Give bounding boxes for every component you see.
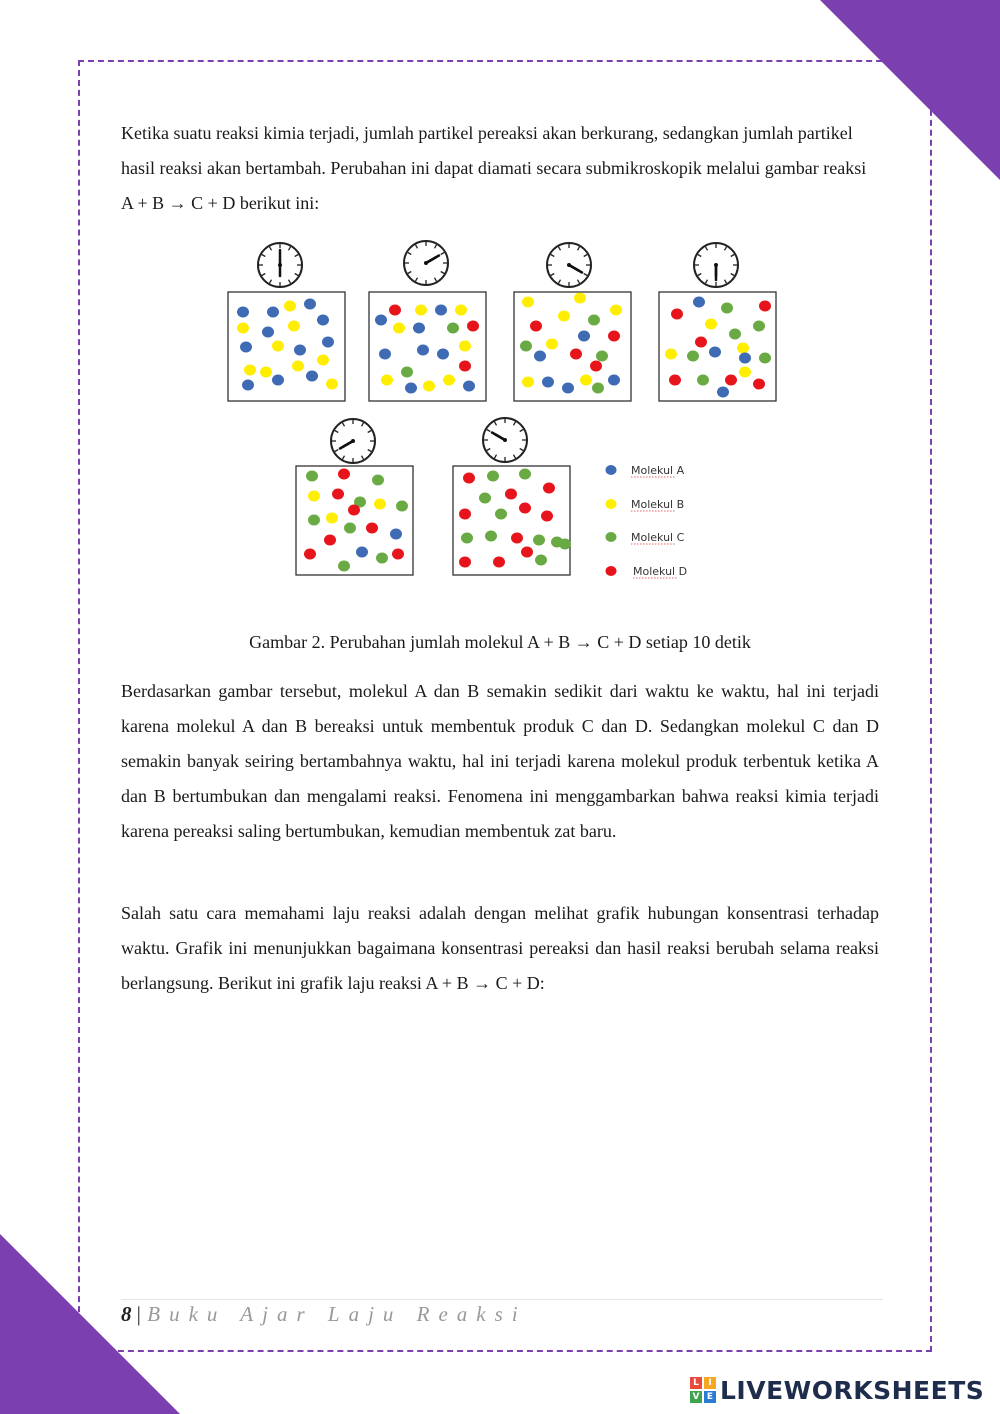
molecule-a xyxy=(317,315,329,326)
molecule-a xyxy=(322,337,334,348)
graph-intro-paragraph: Salah satu cara memahami laju reaksi adalah dengan melihat grafik hubungan konsentrasi terhadap waktu. Grafik ini menunjukkan bagaimana konsentrasi pereaksi dan hasil reaksi berubah selama reaksi berlangsung. Berikut ini grafik laju reaksi A + B → C + D: xyxy=(121,903,879,993)
molecule-c xyxy=(372,475,384,486)
clock-icon xyxy=(331,419,375,463)
molecule-b xyxy=(308,491,320,502)
molecule-a xyxy=(413,323,425,334)
molecule-d xyxy=(570,349,582,360)
page-footer xyxy=(121,1302,527,1327)
legend-item xyxy=(606,464,685,477)
molecule-d xyxy=(467,321,479,332)
molecule-d xyxy=(463,473,475,484)
molecule-b xyxy=(292,361,304,372)
clock-icon xyxy=(694,243,738,287)
molecule-d xyxy=(725,375,737,386)
molecule-a xyxy=(693,297,705,308)
molecule-a xyxy=(417,345,429,356)
legend-swatch xyxy=(606,566,617,576)
molecule-b xyxy=(288,321,300,332)
molecule-b xyxy=(272,341,284,352)
molecule-c xyxy=(535,555,547,566)
legend-swatch xyxy=(606,499,617,509)
molecule-a xyxy=(242,380,254,391)
molecule-a xyxy=(578,331,590,342)
molecule-a xyxy=(375,315,387,326)
molecule-b xyxy=(326,513,338,524)
molecule-d xyxy=(324,535,336,546)
molecule-a xyxy=(739,353,751,364)
molecule-b xyxy=(522,297,534,308)
molecule-c xyxy=(533,535,545,546)
molecule-c xyxy=(559,539,571,550)
molecule-b xyxy=(610,305,622,316)
molecule-c xyxy=(396,501,408,512)
molecule-a xyxy=(272,375,284,386)
molecule-d xyxy=(695,337,707,348)
molecule-d xyxy=(519,503,531,514)
molecule-a xyxy=(304,299,316,310)
molecule-a xyxy=(237,307,249,318)
molecule-container xyxy=(514,292,631,401)
molecule-figure xyxy=(0,0,1000,620)
molecule-c xyxy=(338,561,350,572)
molecule-c xyxy=(596,351,608,362)
molecule-d xyxy=(493,557,505,568)
molecule-c xyxy=(753,321,765,332)
molecule-c xyxy=(687,351,699,362)
molecule-c xyxy=(308,515,320,526)
logo-letter: E xyxy=(704,1391,716,1403)
logo-letter: V xyxy=(690,1391,702,1403)
molecule-d xyxy=(392,549,404,560)
molecule-d xyxy=(505,489,517,500)
molecule-b xyxy=(260,367,272,378)
molecule-b xyxy=(393,323,405,334)
molecule-b xyxy=(522,377,534,388)
liveworksheets-logo-icon xyxy=(690,1377,716,1403)
molecule-b xyxy=(574,293,586,304)
molecule-b xyxy=(244,365,256,376)
molecule-d xyxy=(530,321,542,332)
molecule-a xyxy=(437,349,449,360)
clock-icon xyxy=(404,241,448,285)
legend-item xyxy=(606,565,688,578)
legend-label: Molekul A xyxy=(631,464,685,477)
molecule-a xyxy=(306,371,318,382)
molecule-c xyxy=(729,329,741,340)
molecule-b xyxy=(443,375,455,386)
molecule-a xyxy=(463,381,475,392)
molecule-d xyxy=(543,483,555,494)
molecule-b xyxy=(326,379,338,390)
molecule-a xyxy=(240,342,252,353)
molecule-c xyxy=(519,469,531,480)
molecule-b xyxy=(558,311,570,322)
molecule-c xyxy=(401,367,413,378)
molecule-a xyxy=(534,351,546,362)
molecule-c xyxy=(447,323,459,334)
figure-caption: Gambar 2. Perubahan jumlah molekul A + B → C + D setiap 10 detik xyxy=(249,632,751,652)
molecule-c xyxy=(592,383,604,394)
molecule-b xyxy=(237,323,249,334)
molecule-c xyxy=(344,523,356,534)
molecule-c xyxy=(588,315,600,326)
molecule-b xyxy=(455,305,467,316)
molecule-a xyxy=(379,349,391,360)
clock-icon xyxy=(258,243,302,287)
molecule-b xyxy=(374,499,386,510)
molecule-c xyxy=(759,353,771,364)
clock-icon xyxy=(483,418,527,462)
logo-letter: I xyxy=(704,1377,716,1389)
molecule-b xyxy=(739,367,751,378)
molecule-d xyxy=(332,489,344,500)
molecule-b xyxy=(317,355,329,366)
footer-divider xyxy=(121,1299,883,1300)
molecule-c xyxy=(697,375,709,386)
liveworksheets-brand: LIVEWORKSHEETS xyxy=(720,1375,985,1405)
molecule-d xyxy=(389,305,401,316)
molecule-d xyxy=(459,361,471,372)
molecule-a xyxy=(356,547,368,558)
book-title: Buku Ajar Laju Reaksi xyxy=(147,1302,527,1326)
molecule-a xyxy=(562,383,574,394)
molecule-a xyxy=(267,307,279,318)
legend-label: Molekul D xyxy=(633,565,688,578)
molecule-c xyxy=(306,471,318,482)
molecule-d xyxy=(521,547,533,558)
molecule-a xyxy=(435,305,447,316)
molecule-container xyxy=(228,292,345,401)
molecule-d xyxy=(304,549,316,560)
molecule-d xyxy=(541,511,553,522)
molecule-b xyxy=(381,375,393,386)
molecule-container xyxy=(659,292,776,401)
molecule-a xyxy=(709,347,721,358)
molecule-a xyxy=(294,345,306,356)
molecule-c xyxy=(721,303,733,314)
molecule-d xyxy=(511,533,523,544)
molecule-a xyxy=(717,387,729,398)
molecule-b xyxy=(580,375,592,386)
molecule-b xyxy=(705,319,717,330)
molecule-d xyxy=(366,523,378,534)
footer-separator: | xyxy=(135,1302,142,1326)
legend-swatch xyxy=(606,532,617,542)
legend-item xyxy=(606,498,685,511)
logo-letter: L xyxy=(690,1377,702,1389)
molecule-d xyxy=(348,505,360,516)
legend-item xyxy=(606,531,685,544)
molecule-b xyxy=(415,305,427,316)
molecule-d xyxy=(608,331,620,342)
molecule-d xyxy=(338,469,350,480)
molecule-container xyxy=(453,466,571,575)
intro-paragraph: Ketika suatu reaksi kimia terjadi, jumlah partikel pereaksi akan berkurang, sedangkan jumlah partikel hasil reaksi akan bertambah. Perubahan ini dapat diamati secara submikroskopik melalui gambar reaksi A + B → C + D berikut ini: xyxy=(121,123,867,213)
molecule-d xyxy=(459,557,471,568)
legend-label: Molekul C xyxy=(631,531,685,544)
molecule-c xyxy=(495,509,507,520)
molecule-b xyxy=(665,349,677,360)
molecule-d xyxy=(759,301,771,312)
molecule-a xyxy=(608,375,620,386)
molecule-d xyxy=(459,509,471,520)
molecule-b xyxy=(546,339,558,350)
molecule-container xyxy=(296,466,413,575)
molecule-c xyxy=(479,493,491,504)
liveworksheets-watermark xyxy=(690,1372,984,1408)
molecule-c xyxy=(487,471,499,482)
molecule-c xyxy=(461,533,473,544)
molecule-d xyxy=(671,309,683,320)
molecule-container xyxy=(369,292,486,401)
molecule-a xyxy=(390,529,402,540)
molecule-b xyxy=(737,343,749,354)
molecule-c xyxy=(485,531,497,542)
molecule-d xyxy=(753,379,765,390)
legend-swatch xyxy=(606,465,617,475)
explanation-paragraph: Berdasarkan gambar tersebut, molekul A dan B semakin sedikit dari waktu ke waktu, hal ini terjadi karena molekul A dan B bereaksi untuk membentuk produk C dan D. Sedangkan molekul C dan D semakin banyak seiring bertambahnya waktu, hal ini terjadi karena molekul produk terbentuk ketika A dan B bertumbukan dan mengalami reaksi. Fenomena ini menggambarkan bahwa reaksi kimia terjadi karena pereaksi saling bertumbukan, kemudian membentuk zat baru. xyxy=(121,681,879,841)
molecule-c xyxy=(376,553,388,564)
page-number: 8 xyxy=(121,1302,132,1326)
molecule-d xyxy=(590,361,602,372)
molecule-a xyxy=(405,383,417,394)
molecule-b xyxy=(459,341,471,352)
molecule-a xyxy=(262,327,274,338)
legend-label: Molekul B xyxy=(631,498,685,511)
molecule-d xyxy=(669,375,681,386)
molecule-a xyxy=(542,377,554,388)
clock-icon xyxy=(547,243,591,287)
molecule-b xyxy=(284,301,296,312)
molecule-c xyxy=(520,341,532,352)
molecule-b xyxy=(423,381,435,392)
